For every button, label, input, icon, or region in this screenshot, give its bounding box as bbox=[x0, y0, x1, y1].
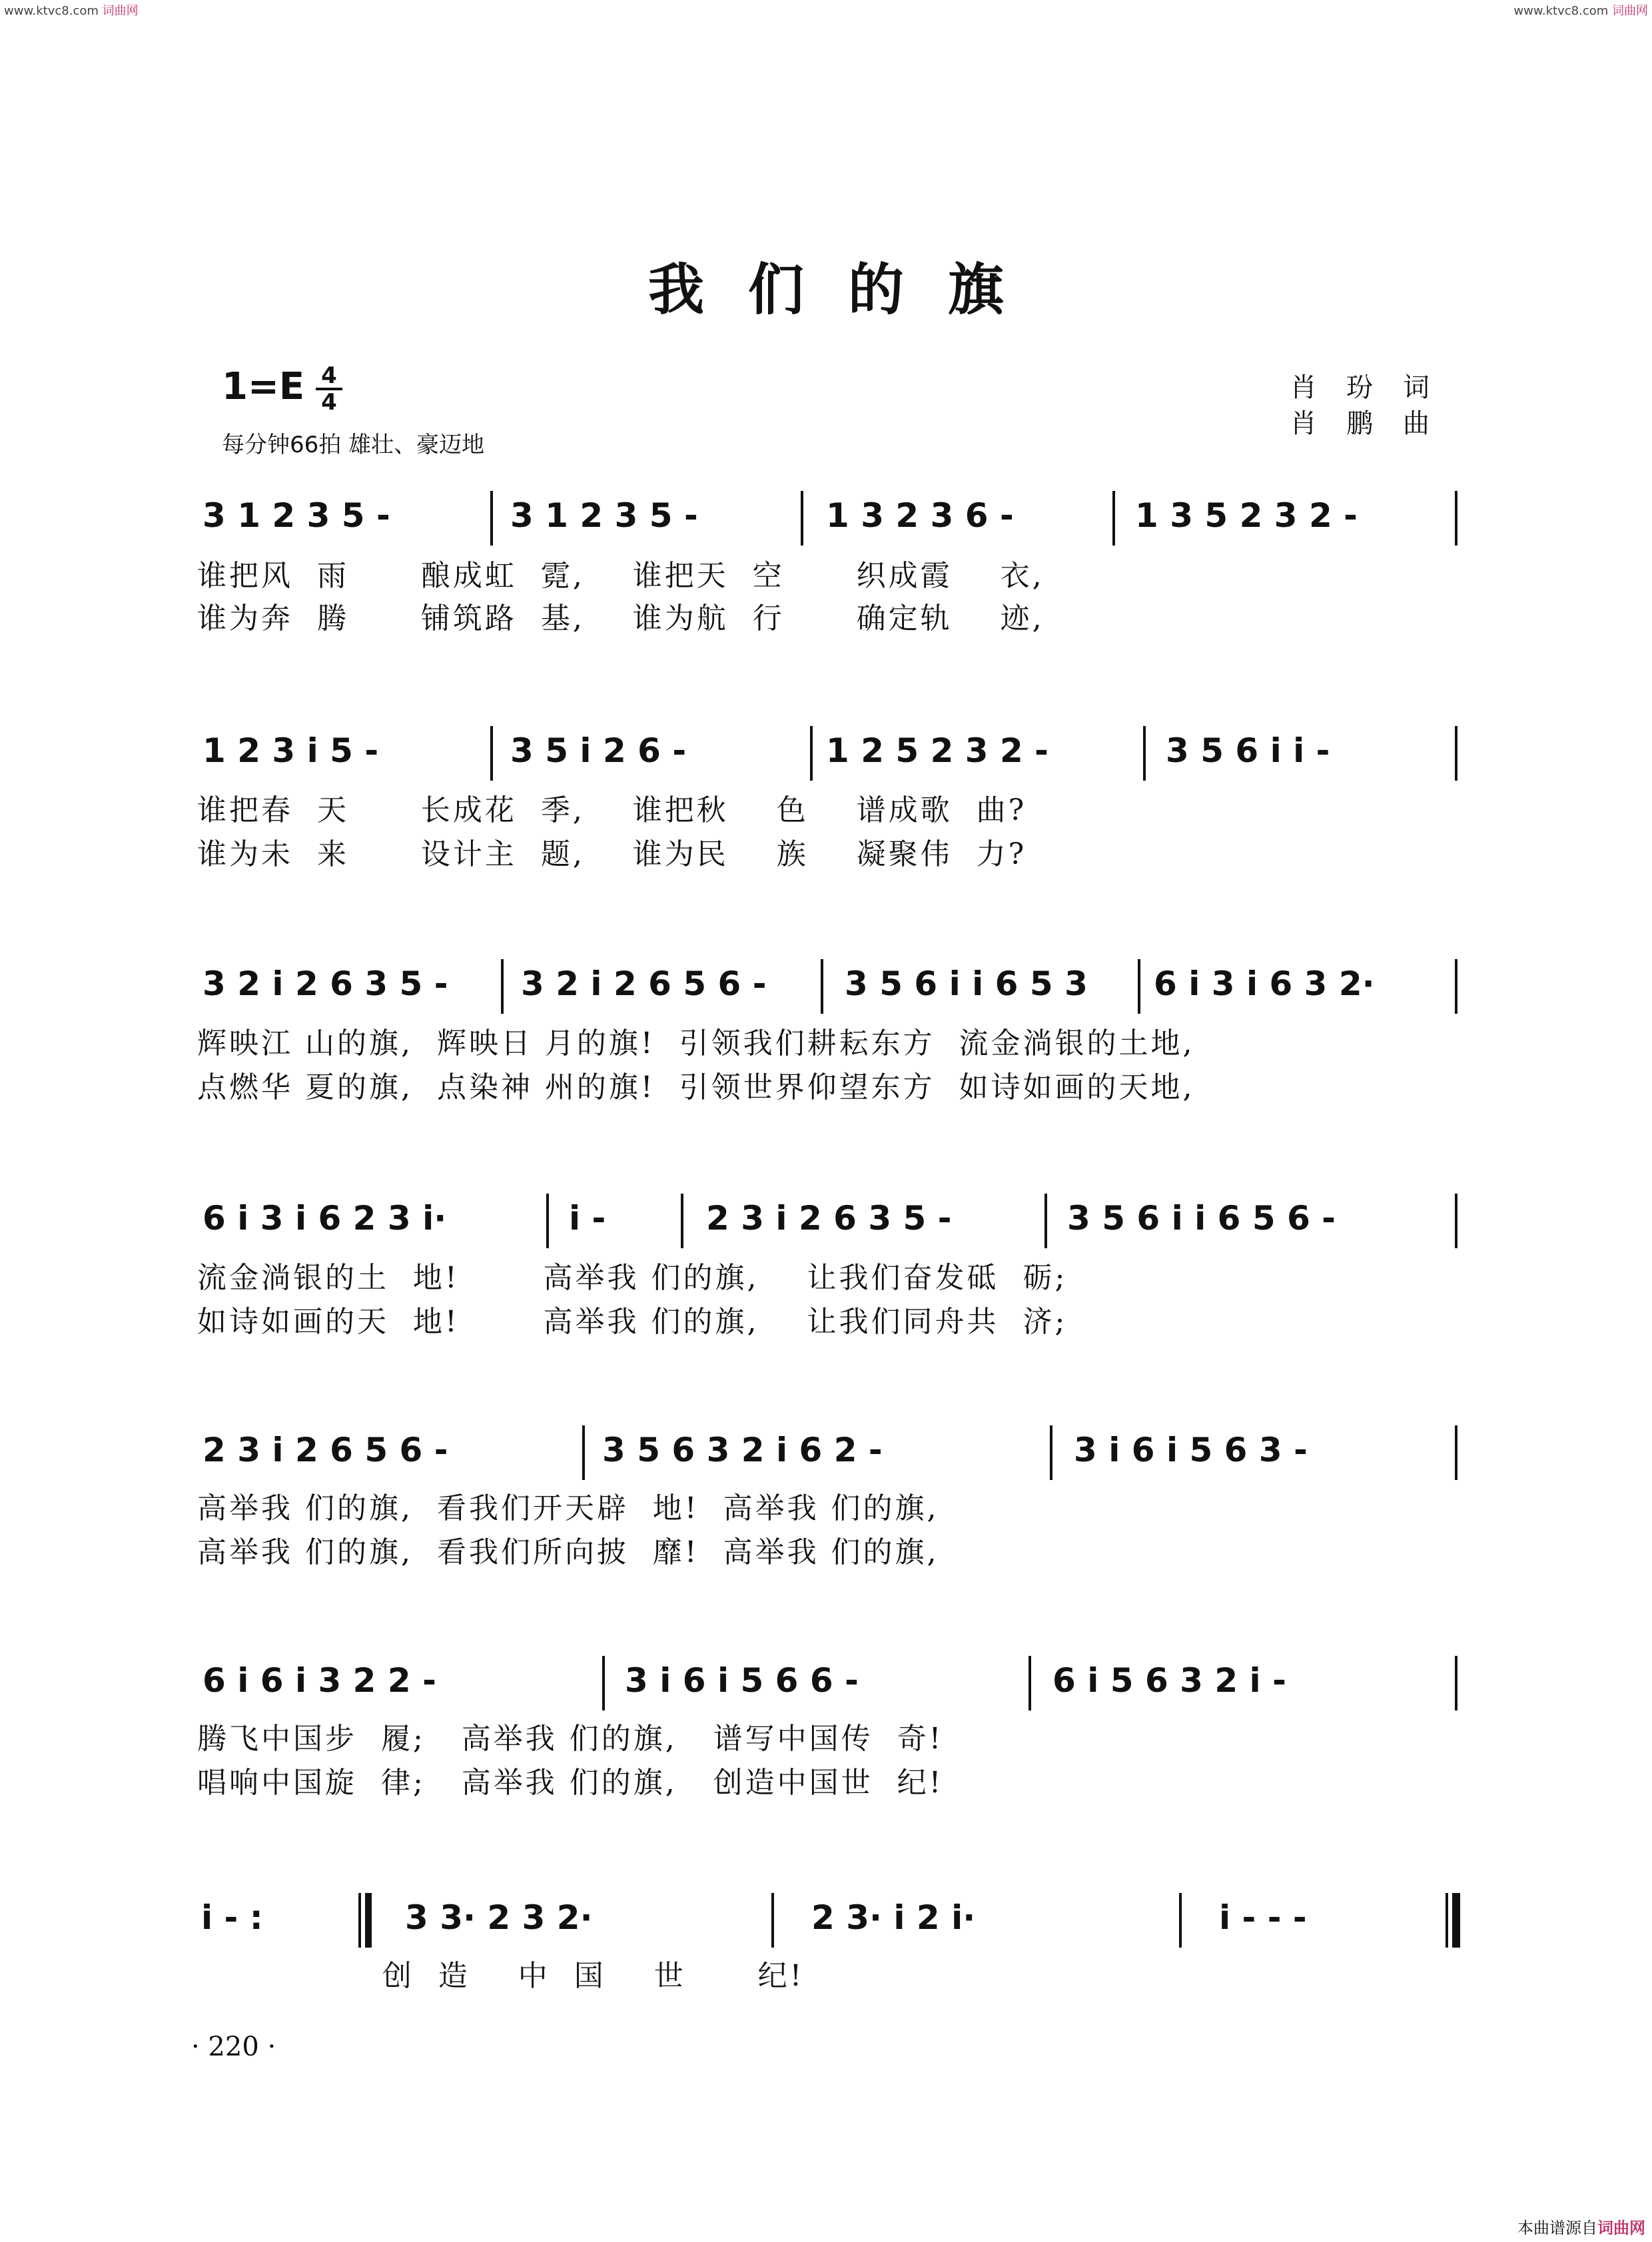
measure: 1 3 2 3 6 - bbox=[826, 496, 1014, 535]
barline bbox=[1029, 1656, 1031, 1710]
score-row-3 bbox=[193, 964, 1465, 1018]
lyric-verse-1: 谁把春 天 长成花 季, 谁把秋 色 谱成歌 曲? bbox=[197, 793, 1027, 827]
measure: 1 2 5 2 3 2 - bbox=[826, 731, 1048, 770]
barline bbox=[681, 1194, 683, 1248]
lyric-verse-1: 高举我 们的旗, 看我们开天辟 地! 高举我 们的旗, bbox=[197, 1491, 939, 1525]
key-signature: 1=E bbox=[222, 365, 305, 408]
measure: i - : bbox=[201, 1898, 263, 1937]
meter-top: 4 bbox=[321, 362, 337, 389]
measure: 3 5 i 2 6 - bbox=[510, 731, 687, 770]
barline bbox=[501, 959, 504, 1014]
lyric-verse-1: 谁把风 雨 酿成虹 霓, 谁把天 空 织成霞 衣, bbox=[197, 559, 1044, 593]
barline bbox=[810, 726, 813, 781]
repeat-barline-thick bbox=[365, 1893, 372, 1948]
barline bbox=[801, 491, 803, 546]
measure: 6 i 3 i 6 3 2· bbox=[1154, 964, 1375, 1003]
source-credit: 本曲谱源自词曲网 bbox=[1517, 2219, 1645, 2237]
measure: 3 3· 2 3 2· bbox=[405, 1898, 593, 1937]
score-row-6 bbox=[193, 1661, 1465, 1714]
barline bbox=[1143, 726, 1146, 781]
score-row-4 bbox=[193, 1199, 1465, 1252]
lyricist-credit: 肖 玢 词 bbox=[1290, 372, 1440, 403]
barline bbox=[1044, 1194, 1047, 1248]
measure: 2 3 i 2 6 5 6 - bbox=[203, 1431, 448, 1469]
measure: 3 1 2 3 5 - bbox=[203, 496, 390, 535]
time-signature bbox=[316, 362, 342, 416]
lyric-verse-1: 流金淌银的土 地! 高举我 们的旗, 让我们奋发砥 砺; bbox=[197, 1261, 1068, 1295]
credits bbox=[1290, 370, 1440, 442]
watermark-left: www.ktvc8.com 词曲网 bbox=[4, 4, 139, 18]
page-title: 我们的旗 bbox=[647, 256, 1048, 322]
barline bbox=[1455, 1194, 1457, 1248]
lyric-verse-2: 谁为奔 腾 铺筑路 基, 谁为航 行 确定轨 迹, bbox=[197, 601, 1044, 635]
lyric-verse-2: 谁为未 来 设计主 题, 谁为民 族 凝聚伟 力? bbox=[197, 837, 1027, 871]
measure: 3 2 i 2 6 5 6 - bbox=[521, 964, 767, 1003]
composer-credit: 肖 鹏 曲 bbox=[1290, 408, 1440, 439]
measure: 3 2 i 2 6 3 5 - bbox=[203, 964, 448, 1003]
page-number: · 220 · bbox=[191, 2032, 276, 2062]
measure: 1 2 3 i 5 - bbox=[203, 731, 379, 770]
watermark-right: www.ktvc8.com 词曲网 bbox=[1513, 4, 1648, 18]
barline bbox=[1455, 1425, 1457, 1480]
measure: 6 i 5 6 3 2 i - bbox=[1052, 1661, 1286, 1700]
measure: 2 3 i 2 6 3 5 - bbox=[706, 1199, 952, 1238]
measure: 3 5 6 i i 6 5 6 - bbox=[1067, 1199, 1336, 1238]
measure: 2 3· i 2 i· bbox=[811, 1898, 976, 1937]
lyric-verse-2: 唱响中国旋 律; 高举我 们的旗, 创造中国世 纪! bbox=[197, 1766, 944, 1800]
score-row-5 bbox=[193, 1431, 1465, 1484]
score-row-7 bbox=[193, 1898, 1465, 1952]
measure: 3 i 6 i 5 6 3 - bbox=[1074, 1431, 1308, 1469]
measure: 6 i 6 i 3 2 2 - bbox=[203, 1661, 436, 1700]
barline bbox=[1455, 491, 1457, 546]
measure: 3 5 6 i i - bbox=[1166, 731, 1330, 770]
measure: 1 3 5 2 3 2 - bbox=[1135, 496, 1358, 535]
measure: 3 1 2 3 5 - bbox=[510, 496, 698, 535]
barline bbox=[1138, 959, 1140, 1014]
measure: i - - - bbox=[1219, 1898, 1307, 1937]
lyric-verse-1: 辉映江 山的旗, 辉映日 月的旗! 引领我们耕耘东方 流金淌银的土地, bbox=[197, 1026, 1195, 1060]
meter-bottom: 4 bbox=[321, 389, 337, 416]
lyric-verse-1: 腾飞中国步 履; 高举我 们的旗, 谱写中国传 奇! bbox=[197, 1722, 944, 1756]
barline bbox=[1112, 491, 1115, 546]
final-barline-thin bbox=[1446, 1893, 1448, 1948]
tempo-marking: 每分钟66拍 雄壮、豪迈地 bbox=[222, 432, 485, 458]
measure: 6 i 3 i 6 2 3 i· bbox=[203, 1199, 447, 1238]
barline bbox=[821, 959, 823, 1014]
barline bbox=[771, 1893, 774, 1948]
lyric-coda: 创 造 中 国 世 纪! bbox=[286, 1959, 805, 1993]
measure: 3 5 6 3 2 i 6 2 - bbox=[602, 1431, 883, 1469]
score-row-2 bbox=[193, 731, 1465, 785]
barline bbox=[1050, 1425, 1052, 1480]
lyric-verse-2: 如诗如画的天 地! 高举我 们的旗, 让我们同舟共 济; bbox=[197, 1305, 1068, 1339]
barline bbox=[1455, 959, 1457, 1014]
repeat-barline bbox=[358, 1893, 361, 1948]
measure: i - bbox=[569, 1199, 606, 1238]
lyric-verse-2: 点燃华 夏的旗, 点染神 州的旗! 引领世界仰望东方 如诗如画的天地, bbox=[197, 1070, 1195, 1104]
lyric-verse-2: 高举我 们的旗, 看我们所向披 靡! 高举我 们的旗, bbox=[197, 1535, 939, 1569]
final-barline-thick bbox=[1452, 1893, 1460, 1948]
barline bbox=[1455, 726, 1457, 781]
barline bbox=[1455, 1656, 1457, 1710]
barline bbox=[1179, 1893, 1182, 1948]
measure: 3 i 6 i 5 6 6 - bbox=[625, 1661, 859, 1700]
score-row-1 bbox=[193, 496, 1465, 550]
barline bbox=[582, 1425, 585, 1480]
barline bbox=[602, 1656, 605, 1710]
barline bbox=[490, 726, 493, 781]
measure: 3 5 6 i i 6 5 3 bbox=[845, 964, 1088, 1003]
barline bbox=[546, 1194, 549, 1248]
barline bbox=[490, 491, 493, 546]
